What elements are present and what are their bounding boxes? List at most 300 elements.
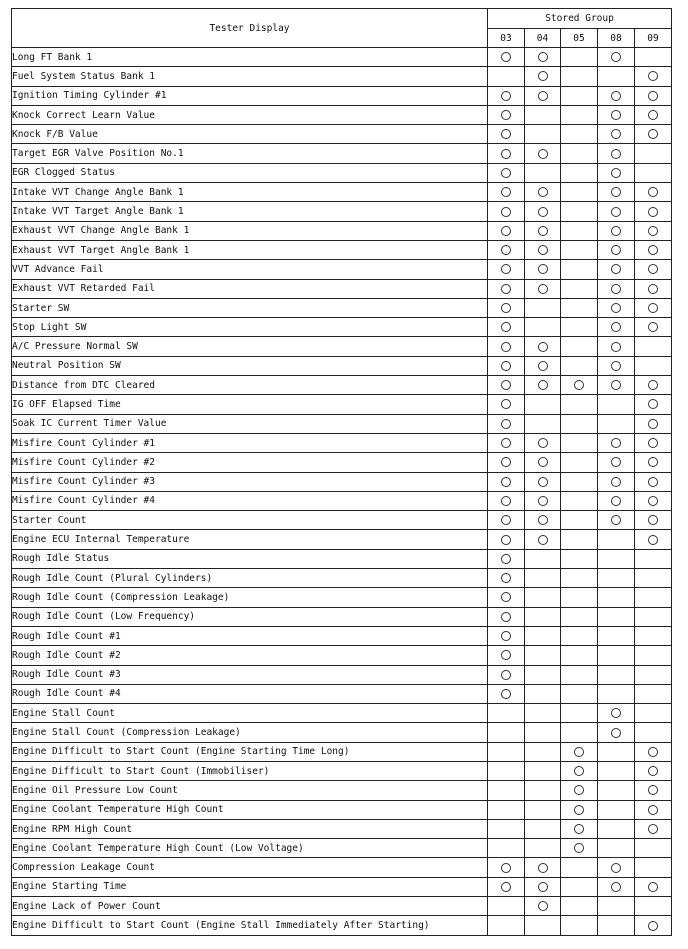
table-row (12, 530, 672, 549)
circle-icon (648, 457, 658, 467)
group-cell-08 (598, 916, 635, 935)
circle-icon (574, 785, 584, 795)
group-cell-05 (561, 472, 598, 491)
table-row (12, 48, 672, 67)
tester-display-item: Engine RPM High Count (12, 819, 488, 838)
group-cell-09 (635, 704, 672, 723)
group-cell-04 (525, 491, 561, 510)
group-cell-09 (635, 607, 672, 626)
circle-icon (501, 284, 511, 294)
group-cell-03 (488, 684, 525, 703)
group-cell-05 (561, 800, 598, 819)
group-cell-05 (561, 163, 598, 182)
circle-icon (611, 477, 621, 487)
group-cell-04 (525, 569, 561, 588)
circle-icon (538, 52, 548, 62)
circle-icon (501, 207, 511, 217)
circle-icon (538, 901, 548, 911)
group-cell-03 (488, 183, 525, 202)
group-cell-04 (525, 125, 561, 144)
group-cell-08 (598, 723, 635, 742)
group-cell-04 (525, 414, 561, 433)
circle-icon (648, 284, 658, 294)
circle-icon (648, 477, 658, 487)
group-cell-08 (598, 221, 635, 240)
group-cell-09 (635, 839, 672, 858)
group-cell-03 (488, 376, 525, 395)
group-cell-08 (598, 646, 635, 665)
group-cell-03 (488, 549, 525, 568)
circle-icon (538, 149, 548, 159)
group-cell-09 (635, 723, 672, 742)
circle-icon (648, 399, 658, 409)
group-cell-08 (598, 414, 635, 433)
group-cell-09 (635, 221, 672, 240)
group-cell-08 (598, 819, 635, 838)
group-cell-09 (635, 202, 672, 221)
stored-group-table (11, 8, 672, 936)
circle-icon (538, 457, 548, 467)
group-cell-08 (598, 48, 635, 67)
group-cell-09 (635, 761, 672, 780)
group-cell-03 (488, 144, 525, 163)
group-cell-03 (488, 723, 525, 742)
table-row (12, 376, 672, 395)
group-cell-05 (561, 742, 598, 761)
group-cell-05 (561, 549, 598, 568)
group-cell-05 (561, 414, 598, 433)
group-cell-04 (525, 665, 561, 684)
circle-icon (611, 110, 621, 120)
group-cell-03 (488, 781, 525, 800)
group-cell-03 (488, 839, 525, 858)
circle-icon (648, 747, 658, 757)
group-cell-09 (635, 144, 672, 163)
group-cell-05 (561, 395, 598, 414)
group-cell-03 (488, 67, 525, 86)
group-cell-04 (525, 202, 561, 221)
stored-group-header: Stored Group (488, 9, 672, 29)
group-cell-03 (488, 665, 525, 684)
tester-display-item: Intake VVT Change Angle Bank 1 (12, 183, 488, 202)
group-cell-03 (488, 433, 525, 452)
circle-icon (501, 670, 511, 680)
tester-display-item: Exhaust VVT Change Angle Bank 1 (12, 221, 488, 240)
group-cell-04 (525, 742, 561, 761)
group-cell-03 (488, 491, 525, 510)
circle-icon (648, 264, 658, 274)
table-row (12, 260, 672, 279)
circle-icon (501, 361, 511, 371)
group-cell-05 (561, 376, 598, 395)
tester-display-item: Rough Idle Count #1 (12, 626, 488, 645)
group-cell-05 (561, 433, 598, 452)
group-cell-04 (525, 105, 561, 124)
circle-icon (538, 226, 548, 236)
circle-icon (538, 187, 548, 197)
table-row (12, 395, 672, 414)
group-cell-08 (598, 897, 635, 916)
table-row (12, 240, 672, 259)
circle-icon (648, 438, 658, 448)
circle-icon (538, 863, 548, 873)
group-cell-09 (635, 318, 672, 337)
group-cell-09 (635, 298, 672, 317)
table-row (12, 202, 672, 221)
group-cell-03 (488, 279, 525, 298)
group-header-05: 05 (561, 29, 598, 48)
circle-icon (501, 149, 511, 159)
group-cell-04 (525, 607, 561, 626)
circle-icon (574, 843, 584, 853)
group-cell-08 (598, 704, 635, 723)
circle-icon (501, 573, 511, 583)
group-cell-09 (635, 453, 672, 472)
tester-display-item: A/C Pressure Normal SW (12, 337, 488, 356)
table-row (12, 433, 672, 452)
group-cell-08 (598, 337, 635, 356)
table-row (12, 800, 672, 819)
group-cell-03 (488, 646, 525, 665)
group-cell-05 (561, 665, 598, 684)
group-cell-09 (635, 665, 672, 684)
circle-icon (538, 207, 548, 217)
group-cell-04 (525, 279, 561, 298)
circle-icon (501, 342, 511, 352)
circle-icon (538, 361, 548, 371)
group-cell-08 (598, 684, 635, 703)
circle-icon (611, 708, 621, 718)
circle-icon (648, 805, 658, 815)
circle-icon (501, 245, 511, 255)
circle-icon (611, 207, 621, 217)
group-cell-03 (488, 414, 525, 433)
group-cell-09 (635, 163, 672, 182)
circle-icon (501, 303, 511, 313)
tester-display-item: Misfire Count Cylinder #2 (12, 453, 488, 472)
group-cell-05 (561, 626, 598, 645)
table-row (12, 877, 672, 896)
group-cell-04 (525, 433, 561, 452)
circle-icon (538, 882, 548, 892)
tester-display-item: Engine Difficult to Start Count (Engine Stall Immediately After Starting) (12, 916, 488, 935)
tester-display-item: Engine Lack of Power Count (12, 897, 488, 916)
group-cell-08 (598, 260, 635, 279)
group-cell-09 (635, 491, 672, 510)
table-row (12, 704, 672, 723)
group-cell-04 (525, 684, 561, 703)
circle-icon (501, 457, 511, 467)
group-cell-05 (561, 356, 598, 375)
table-row (12, 742, 672, 761)
group-cell-05 (561, 858, 598, 877)
group-cell-09 (635, 897, 672, 916)
circle-icon (501, 650, 511, 660)
table-row (12, 491, 672, 510)
group-cell-08 (598, 858, 635, 877)
group-cell-05 (561, 646, 598, 665)
circle-icon (501, 110, 511, 120)
group-cell-05 (561, 877, 598, 896)
group-cell-08 (598, 202, 635, 221)
group-cell-08 (598, 279, 635, 298)
group-cell-03 (488, 453, 525, 472)
group-cell-03 (488, 530, 525, 549)
group-cell-03 (488, 916, 525, 935)
circle-icon (538, 284, 548, 294)
group-cell-05 (561, 67, 598, 86)
circle-icon (501, 535, 511, 545)
circle-icon (611, 245, 621, 255)
group-cell-05 (561, 588, 598, 607)
circle-icon (648, 129, 658, 139)
table-row (12, 144, 672, 163)
tester-display-item: Misfire Count Cylinder #1 (12, 433, 488, 452)
tester-display-item: Engine Starting Time (12, 877, 488, 896)
tester-display-item: Knock F/B Value (12, 125, 488, 144)
circle-icon (611, 168, 621, 178)
group-cell-04 (525, 395, 561, 414)
group-cell-05 (561, 279, 598, 298)
circle-icon (611, 226, 621, 236)
group-cell-04 (525, 67, 561, 86)
group-cell-08 (598, 105, 635, 124)
tester-display-item: Engine Oil Pressure Low Count (12, 781, 488, 800)
group-cell-08 (598, 144, 635, 163)
group-cell-09 (635, 511, 672, 530)
group-cell-03 (488, 105, 525, 124)
circle-icon (611, 91, 621, 101)
tester-display-item: IG OFF Elapsed Time (12, 395, 488, 414)
group-cell-04 (525, 453, 561, 472)
tester-display-item: Exhaust VVT Target Angle Bank 1 (12, 240, 488, 259)
group-cell-08 (598, 356, 635, 375)
table-row (12, 86, 672, 105)
group-cell-04 (525, 877, 561, 896)
tester-display-item: Rough Idle Count #4 (12, 684, 488, 703)
circle-icon (501, 399, 511, 409)
group-cell-03 (488, 742, 525, 761)
table-row (12, 472, 672, 491)
tester-display-item: Fuel System Status Bank 1 (12, 67, 488, 86)
circle-icon (501, 129, 511, 139)
tester-display-header: Tester Display (12, 9, 488, 48)
circle-icon (648, 535, 658, 545)
group-cell-03 (488, 877, 525, 896)
group-cell-09 (635, 260, 672, 279)
group-cell-04 (525, 646, 561, 665)
circle-icon (611, 438, 621, 448)
group-cell-04 (525, 48, 561, 67)
group-cell-04 (525, 626, 561, 645)
circle-icon (648, 766, 658, 776)
group-cell-08 (598, 472, 635, 491)
table-row (12, 646, 672, 665)
table-row (12, 781, 672, 800)
table-row (12, 839, 672, 858)
group-cell-05 (561, 839, 598, 858)
group-cell-05 (561, 105, 598, 124)
tester-display-item: Engine Coolant Temperature High Count (Low Voltage) (12, 839, 488, 858)
circle-icon (501, 264, 511, 274)
group-cell-04 (525, 376, 561, 395)
circle-icon (538, 477, 548, 487)
table-row (12, 414, 672, 433)
circle-icon (648, 71, 658, 81)
group-cell-09 (635, 472, 672, 491)
group-cell-08 (598, 549, 635, 568)
circle-icon (538, 496, 548, 506)
circle-icon (501, 438, 511, 448)
group-cell-04 (525, 221, 561, 240)
group-cell-09 (635, 742, 672, 761)
group-cell-03 (488, 800, 525, 819)
group-cell-08 (598, 588, 635, 607)
table-row (12, 67, 672, 86)
group-cell-03 (488, 125, 525, 144)
table-row (12, 723, 672, 742)
table-row (12, 607, 672, 626)
tester-display-item: Rough Idle Count (Plural Cylinders) (12, 569, 488, 588)
group-cell-09 (635, 626, 672, 645)
circle-icon (574, 805, 584, 815)
circle-icon (538, 515, 548, 525)
circle-icon (611, 52, 621, 62)
group-cell-08 (598, 839, 635, 858)
group-cell-03 (488, 202, 525, 221)
circle-icon (501, 592, 511, 602)
tester-display-item: Target EGR Valve Position No.1 (12, 144, 488, 163)
tester-display-item: Misfire Count Cylinder #4 (12, 491, 488, 510)
tester-display-item: Rough Idle Count (Low Frequency) (12, 607, 488, 626)
group-cell-08 (598, 781, 635, 800)
group-cell-09 (635, 125, 672, 144)
group-cell-05 (561, 318, 598, 337)
tester-display-item: Intake VVT Target Angle Bank 1 (12, 202, 488, 221)
circle-icon (501, 91, 511, 101)
group-cell-08 (598, 376, 635, 395)
group-cell-04 (525, 916, 561, 935)
group-cell-05 (561, 125, 598, 144)
group-cell-04 (525, 511, 561, 530)
group-cell-03 (488, 395, 525, 414)
circle-icon (611, 863, 621, 873)
circle-icon (501, 187, 511, 197)
group-cell-04 (525, 549, 561, 568)
tester-display-item: VVT Advance Fail (12, 260, 488, 279)
circle-icon (611, 515, 621, 525)
circle-icon (574, 824, 584, 834)
circle-icon (648, 921, 658, 931)
circle-icon (648, 496, 658, 506)
group-cell-05 (561, 183, 598, 202)
circle-icon (611, 380, 621, 390)
group-cell-04 (525, 298, 561, 317)
circle-icon (501, 477, 511, 487)
table-row (12, 453, 672, 472)
table-row (12, 819, 672, 838)
circle-icon (648, 303, 658, 313)
group-cell-09 (635, 105, 672, 124)
table-row (12, 916, 672, 935)
group-cell-04 (525, 86, 561, 105)
tester-display-item: Engine Difficult to Start Count (Immobiliser) (12, 761, 488, 780)
circle-icon (648, 322, 658, 332)
group-cell-05 (561, 240, 598, 259)
tester-display-item: Misfire Count Cylinder #3 (12, 472, 488, 491)
group-cell-09 (635, 916, 672, 935)
group-cell-03 (488, 337, 525, 356)
group-cell-09 (635, 183, 672, 202)
table-row (12, 105, 672, 124)
group-cell-04 (525, 337, 561, 356)
group-cell-04 (525, 530, 561, 549)
circle-icon (538, 438, 548, 448)
group-cell-05 (561, 704, 598, 723)
circle-icon (501, 882, 511, 892)
group-cell-04 (525, 723, 561, 742)
group-cell-03 (488, 626, 525, 645)
group-cell-03 (488, 318, 525, 337)
group-header-03: 03 (488, 29, 525, 48)
group-cell-09 (635, 86, 672, 105)
tester-display-item: Engine ECU Internal Temperature (12, 530, 488, 549)
group-cell-08 (598, 511, 635, 530)
table-row (12, 279, 672, 298)
circle-icon (538, 342, 548, 352)
tester-display-item: Engine Stall Count (Compression Leakage) (12, 723, 488, 742)
group-cell-05 (561, 916, 598, 935)
group-cell-09 (635, 240, 672, 259)
circle-icon (611, 457, 621, 467)
circle-icon (501, 322, 511, 332)
circle-icon (501, 496, 511, 506)
group-cell-03 (488, 607, 525, 626)
table-row (12, 684, 672, 703)
group-cell-08 (598, 626, 635, 645)
group-cell-08 (598, 67, 635, 86)
tester-display-item: Rough Idle Count (Compression Leakage) (12, 588, 488, 607)
tester-display-item: Stop Light SW (12, 318, 488, 337)
group-cell-05 (561, 86, 598, 105)
circle-icon (538, 535, 548, 545)
circle-icon (501, 52, 511, 62)
table-row (12, 183, 672, 202)
group-cell-04 (525, 839, 561, 858)
table-row (12, 897, 672, 916)
circle-icon (538, 245, 548, 255)
circle-icon (501, 226, 511, 236)
group-cell-05 (561, 530, 598, 549)
group-cell-09 (635, 356, 672, 375)
group-cell-08 (598, 761, 635, 780)
group-cell-08 (598, 491, 635, 510)
circle-icon (611, 129, 621, 139)
group-cell-03 (488, 897, 525, 916)
group-cell-04 (525, 472, 561, 491)
circle-icon (501, 689, 511, 699)
group-cell-04 (525, 704, 561, 723)
group-cell-04 (525, 858, 561, 877)
table-row (12, 318, 672, 337)
group-cell-09 (635, 800, 672, 819)
group-cell-03 (488, 163, 525, 182)
tester-display-item: Engine Stall Count (12, 704, 488, 723)
group-cell-05 (561, 453, 598, 472)
group-header-09: 09 (635, 29, 672, 48)
group-cell-09 (635, 569, 672, 588)
circle-icon (648, 882, 658, 892)
